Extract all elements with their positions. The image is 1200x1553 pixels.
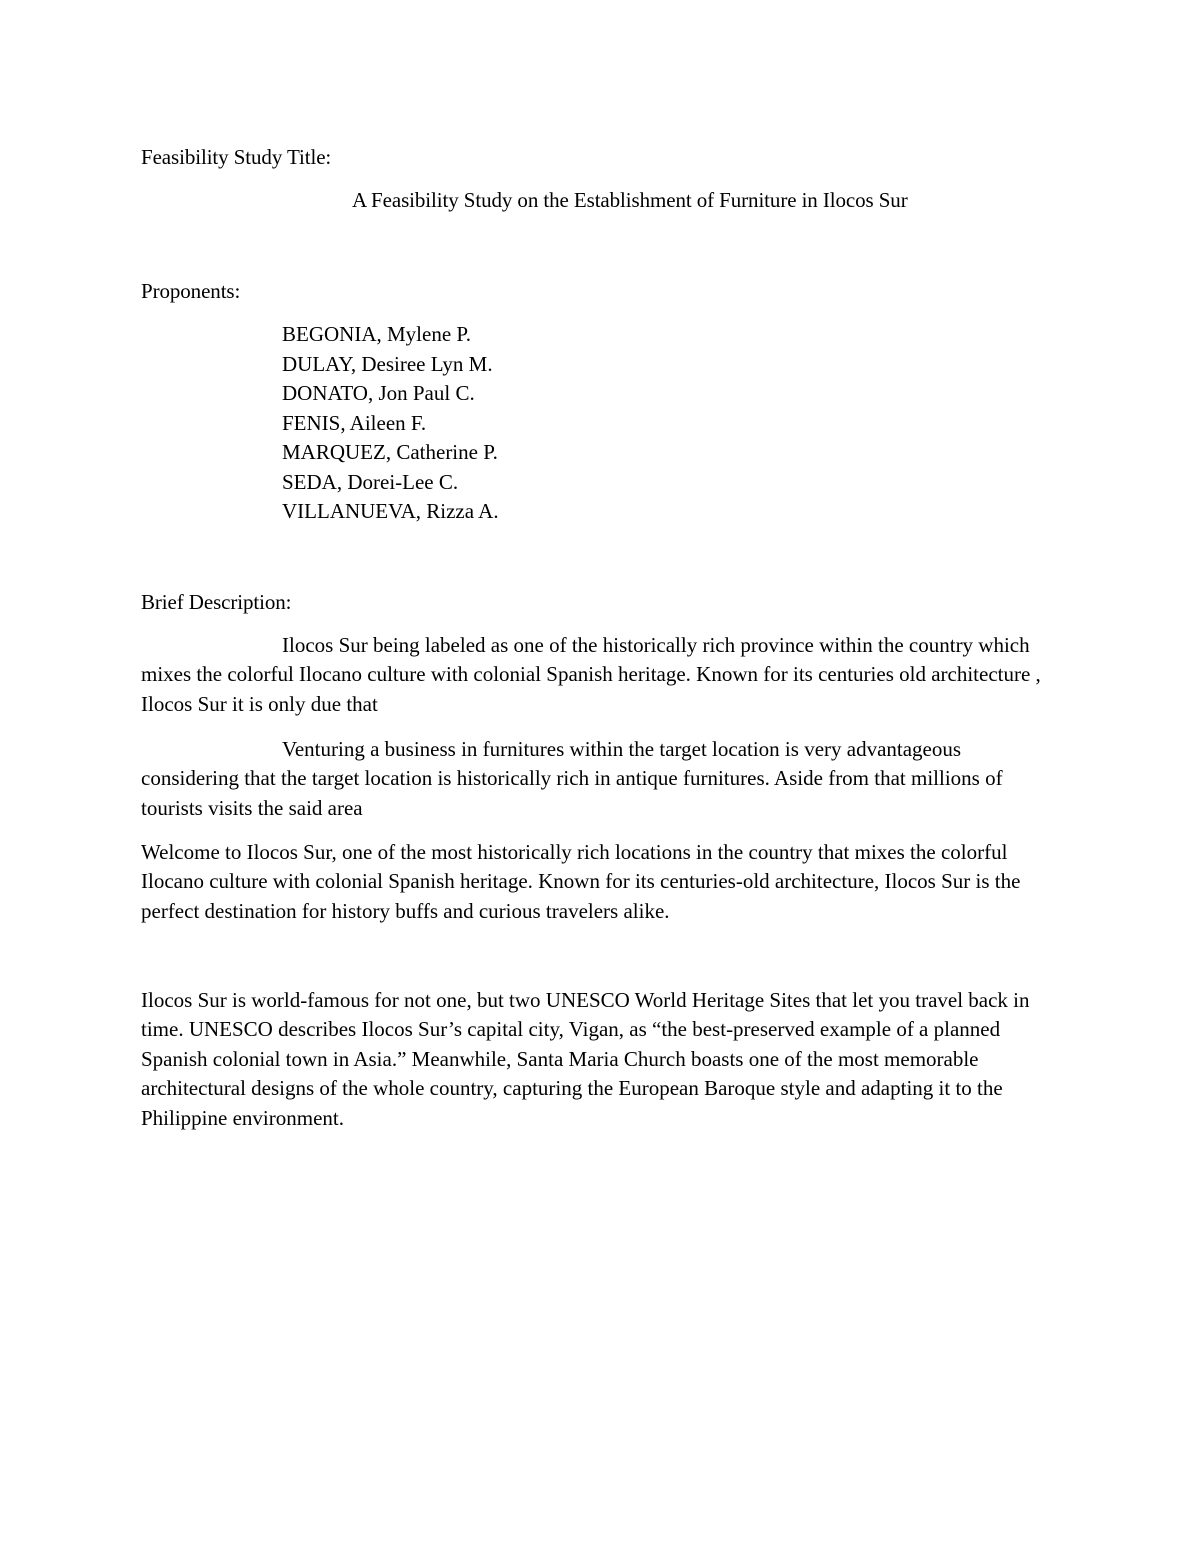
proponent-item: FENIS, Aileen F.: [282, 410, 427, 435]
paragraph-text: Ilocos Sur being labeled as one of the historically rich province within the country which mixes the colorful Ilocano culture with colonial Spanish heritage. Known for its centuries old architecture , Ilocos Sur it is only due that: [141, 633, 1041, 716]
proponent-item: DULAY, Desiree Lyn M.: [282, 351, 493, 376]
paragraph-1: [141, 631, 1061, 719]
study-title: A Feasibility Study on the Establishment of Furniture in Ilocos Sur: [352, 188, 908, 212]
paragraph-2: [141, 735, 1061, 823]
proponent-item: BEGONIA, Mylene P.: [282, 322, 471, 346]
proponent-item: DONATO, Jon Paul C.: [282, 381, 475, 405]
description-label: Brief Description:: [141, 590, 292, 614]
paragraph-text: Venturing a business in furnitures within the target location is very advantageous considering that the target location is historically rich in antique furnitures. Aside from that millions of tourists visits the said area: [141, 737, 1003, 820]
proponents-label: Proponents:: [141, 279, 241, 303]
proponent-item: MARQUEZ, Catherine P.: [282, 440, 498, 464]
proponent-item: SEDA, Dorei-Lee C.: [282, 469, 459, 494]
title-label: Feasibility Study Title:: [141, 145, 332, 169]
proponent-item: VILLANUEVA, Rizza A.: [282, 499, 499, 523]
proponents-list: [282, 320, 499, 527]
paragraph-3: Welcome to Ilocos Sur, one of the most historically rich locations in the country that mixes the colorful Ilocano culture with colonial Spanish heritage. Known for its centuries-old architecture, Ilocos Sur is the perfect destination for history buffs and curious travelers alike.: [141, 840, 1021, 923]
paragraph-4: Ilocos Sur is world-famous for not one, but two UNESCO World Heritage Sites that let you travel back in time. UNESCO describes Ilocos Sur’s capital city, Vigan, as “the best-preserved example of a planned Spanish colonial town in Asia.” Meanwhile, Santa Maria Church boasts one of the most memorable architectural designs of the whole country, capturing the European Baroque style and adapting it to the Philippine environment.: [141, 988, 1030, 1130]
